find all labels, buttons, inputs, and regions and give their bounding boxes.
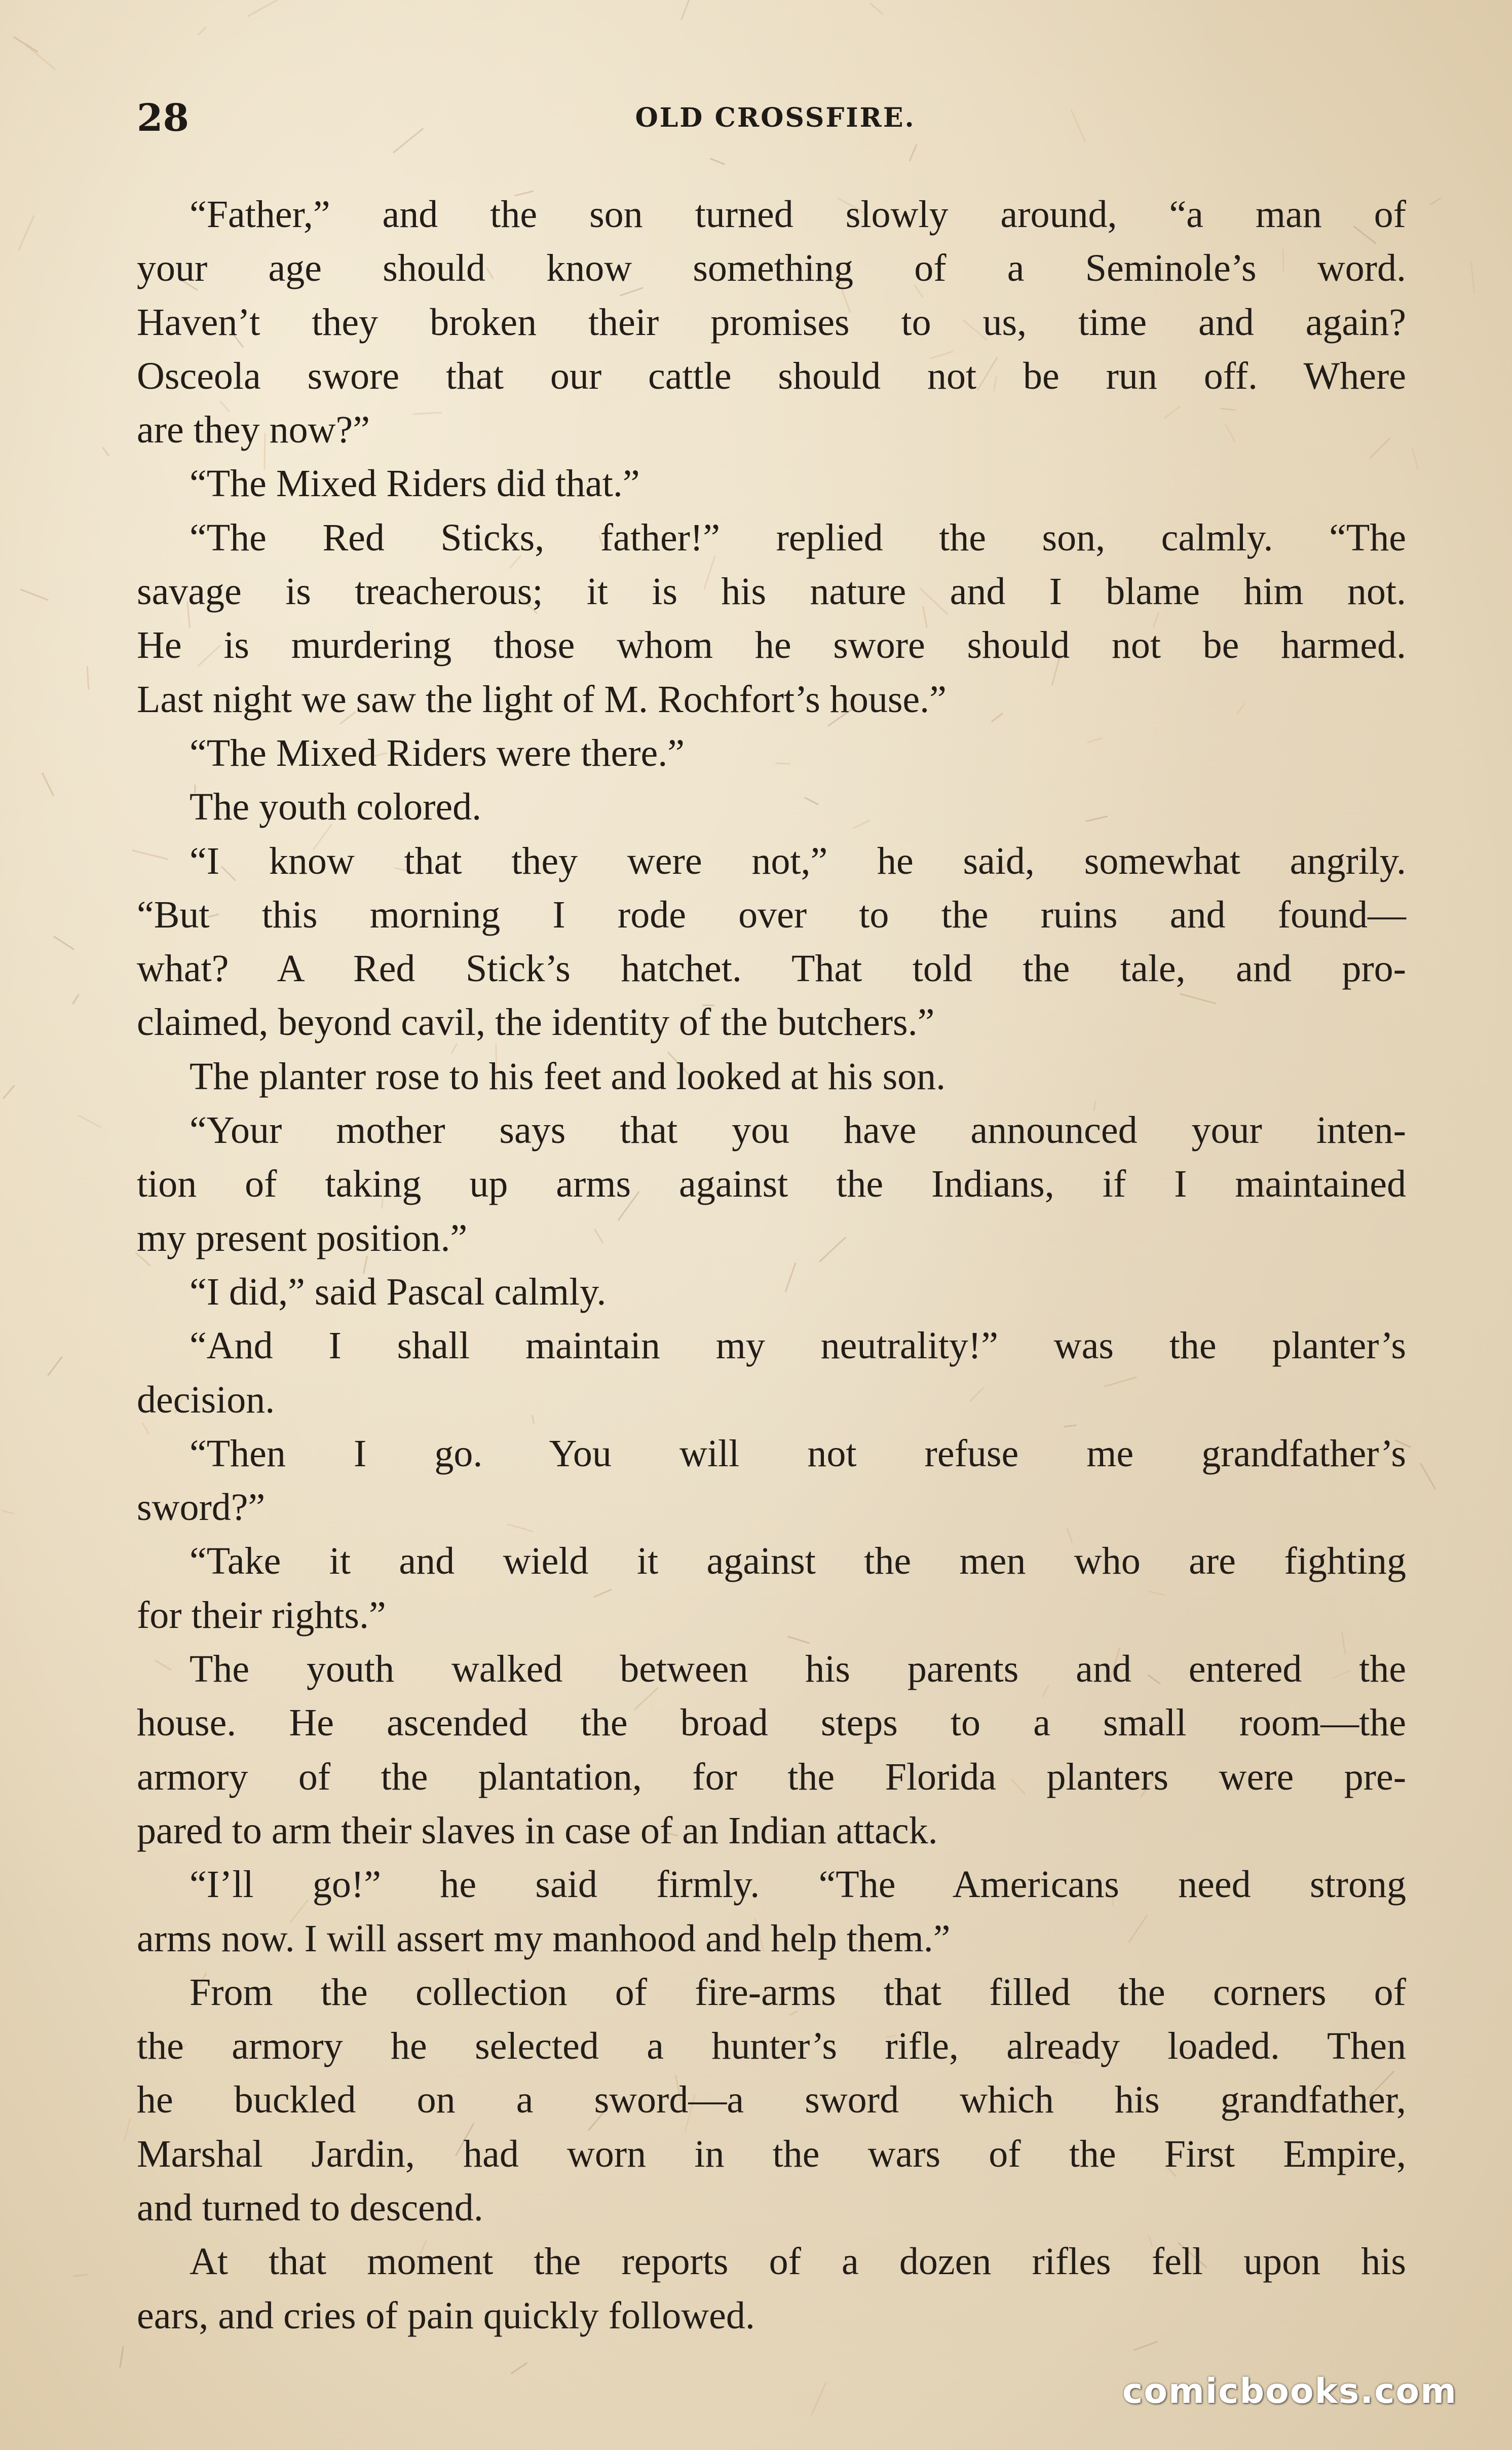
paper-fiber <box>119 2346 124 2368</box>
paper-fiber <box>197 26 206 36</box>
text-line: “Then I go. You will not refuse me grandfather’s <box>190 1432 1406 1475</box>
text-line: The youth walked between his parents and entered the <box>190 1648 1406 1691</box>
watermark: comicbooks.com <box>1122 2371 1457 2411</box>
running-head <box>137 90 1414 146</box>
paper-fiber <box>1420 1463 1437 1490</box>
paper-fiber <box>247 0 279 17</box>
text-line: The planter rose to his feet and looked at his son. <box>190 1055 946 1098</box>
text-line: Last night we saw the light of M. Rochfort’s house.” <box>137 678 947 721</box>
text-line: “I’ll go!” he said firmly. “The Americans need strong <box>190 1863 1406 1906</box>
text-line: “But this morning I rode over to the ruins and found— <box>137 893 1406 936</box>
running-title: OLD CROSSFIRE. <box>635 102 916 133</box>
paper-fiber <box>78 1115 101 1128</box>
page-number: 28 <box>137 96 189 140</box>
text-line: armory of the plantation, for the Florida planters were pre- <box>137 1755 1406 1798</box>
paper-fiber <box>510 2362 527 2374</box>
text-line: “Father,” and the son turned slowly around, “a man of <box>190 193 1406 236</box>
text-line: decision. <box>137 1378 275 1421</box>
text-line: “Take it and wield it against the men who are fighting <box>190 1540 1406 1583</box>
text-line: He is murdering those whom he swore should not be harmed. <box>137 624 1406 667</box>
text-line: house. He ascended the broad steps to a small room—the <box>137 1701 1406 1744</box>
paper-fiber <box>87 666 89 690</box>
text-line: From the collection of fire-arms that filled the corners of <box>190 1971 1406 2014</box>
paper-fiber <box>72 994 80 1005</box>
paper-fiber <box>909 144 918 161</box>
text-line: “I did,” said Pascal calmly. <box>190 1270 607 1313</box>
paper-fiber <box>1470 262 1476 294</box>
text-line: claimed, beyond cavil, the identity of the butchers.” <box>137 1001 935 1044</box>
body-text <box>137 188 1406 2343</box>
paper-fiber <box>18 215 35 251</box>
text-line: ears, and cries of pain quickly followed. <box>137 2294 755 2337</box>
text-line: your age should know something of a Seminole’s word. <box>137 247 1406 290</box>
paper-fiber <box>25 44 56 70</box>
text-line: sword?” <box>137 1486 266 1529</box>
paper-fiber <box>870 3 884 15</box>
text-line: Haven’t they broken their promises to us, time and again? <box>137 301 1406 344</box>
text-line: “Your mother says that you have announced your inten- <box>190 1109 1406 1152</box>
paper-fiber <box>710 158 726 165</box>
paper-fiber <box>20 588 49 601</box>
text-line: “I know that they were not,” he said, somewhat angrily. <box>190 839 1406 882</box>
text-line: At that moment the reports of a dozen rifles fell upon his <box>190 2240 1406 2283</box>
paper-fiber <box>681 0 691 21</box>
paper-fiber <box>1412 448 1419 470</box>
paper-fiber <box>123 2118 131 2142</box>
paper-fiber <box>3 1085 15 1099</box>
text-line: and turned to descend. <box>137 2186 483 2229</box>
text-line: Osceola swore that our cattle should not be run off. Where <box>137 354 1406 397</box>
text-line: “The Red Sticks, father!” replied the son, calmly. “The <box>190 516 1406 559</box>
paper-fiber <box>53 936 74 950</box>
text-line: The youth colored. <box>190 786 482 829</box>
text-line: he buckled on a sword—a sword which his grandfather, <box>137 2078 1406 2122</box>
paper-fiber <box>1429 197 1442 205</box>
text-line: pared to arm their slaves in case of an Indian attack. <box>137 1809 938 1852</box>
text-line: arms now. I will assert my manhood and help them.” <box>137 1917 951 1960</box>
text-line: “The Mixed Riders were there.” <box>190 731 685 774</box>
paper-fiber <box>73 2274 88 2277</box>
text-line: Marshal Jardin, had worn in the wars of the First Empire, <box>137 2132 1406 2175</box>
text-line: my present position.” <box>137 1216 468 1259</box>
text-line: the armory he selected a hunter’s rifle, already loaded. Then <box>137 2025 1406 2068</box>
text-line: “The Mixed Riders did that.” <box>190 462 640 505</box>
text-line: for their rights.” <box>137 1593 386 1637</box>
paper-fiber <box>1 1510 15 1515</box>
text-line: “And I shall maintain my neutrality!” was the planter’s <box>190 1324 1406 1367</box>
paper-fiber <box>102 447 109 457</box>
text-line: tion of taking up arms against the Indians, if I maintained <box>137 1163 1406 1206</box>
paper-fiber <box>42 772 54 796</box>
text-line: what? A Red Stick’s hatchet. That told the tale, and pro- <box>137 947 1406 990</box>
paper-fiber <box>47 1356 63 1376</box>
text-line: savage is treacherous; it is his nature and I blame him not. <box>137 570 1406 613</box>
paper-fiber <box>811 2382 827 2416</box>
text-line: are they now?” <box>137 409 370 452</box>
